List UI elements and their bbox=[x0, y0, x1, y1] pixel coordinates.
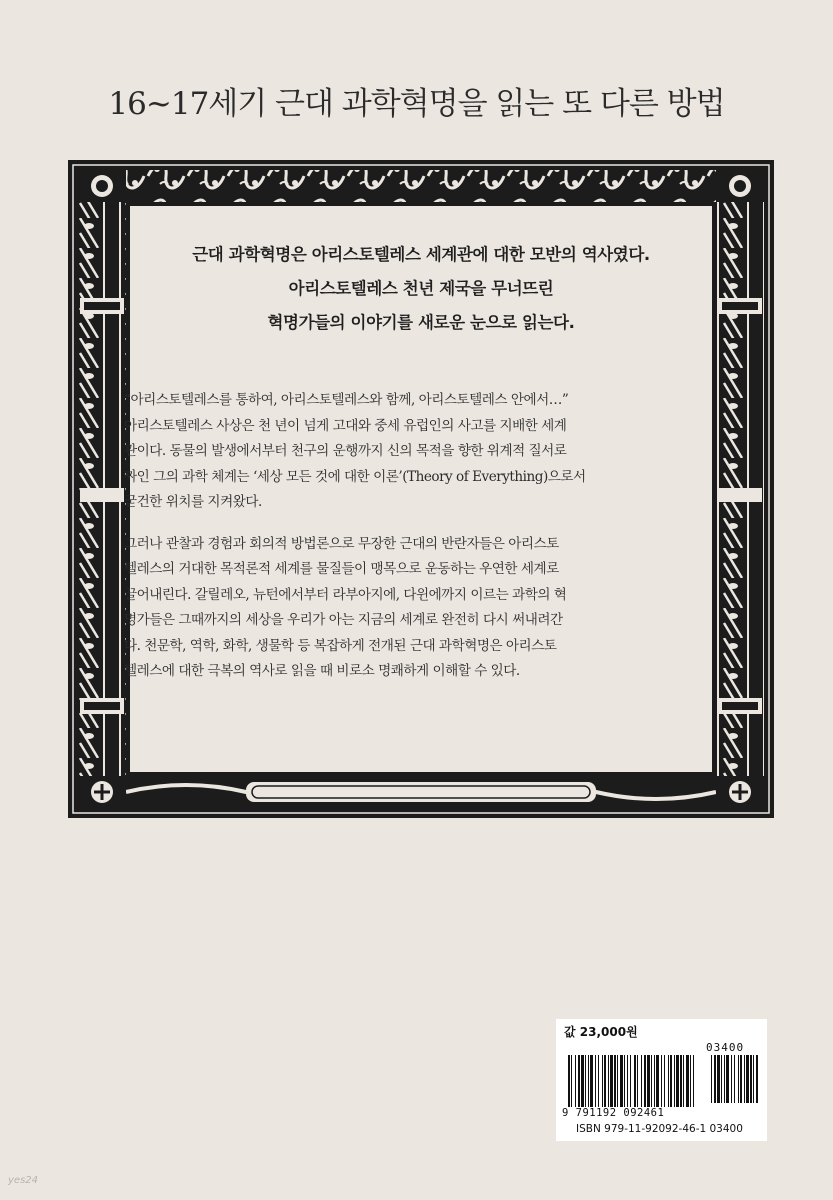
barcode-bar bbox=[711, 1055, 712, 1103]
barcode-bar bbox=[595, 1055, 596, 1107]
paragraph-line: 명가들은 그때까지의 세상을 우리가 아는 지금의 세계로 완전히 다시 써내려간 bbox=[124, 612, 563, 628]
paragraph-line: 그러나 관찰과 경험과 회의적 방법론으로 무장한 근대의 반란자들은 아리스토 bbox=[124, 535, 559, 552]
barcode-bar bbox=[721, 1055, 722, 1103]
barcode-bar bbox=[714, 1055, 716, 1103]
barcode-bar bbox=[641, 1055, 642, 1107]
addon-digits: 03400 bbox=[706, 1041, 745, 1054]
price-label: 값 23,000원 bbox=[564, 1025, 638, 1039]
isbn-text: ISBN 979-11-92092-46-1 03400 bbox=[576, 1123, 743, 1135]
barcode-bar bbox=[656, 1055, 659, 1107]
lead-line: 혁명가들의 이야기를 새로운 눈으로 읽는다. bbox=[267, 313, 575, 332]
barcode-bar bbox=[670, 1055, 672, 1107]
barcode-bar bbox=[647, 1055, 650, 1107]
barcode-bar bbox=[756, 1055, 758, 1103]
barcode-bar bbox=[726, 1055, 729, 1103]
barcode-bar bbox=[680, 1055, 682, 1107]
barcode-bar bbox=[608, 1055, 609, 1107]
barcode-bar bbox=[674, 1055, 675, 1107]
barcode-bar bbox=[637, 1055, 638, 1107]
lead-line: 아리스토텔레스 천년 제국을 무너뜨린 bbox=[288, 279, 554, 298]
barcode-digits: 9 791192 092461 bbox=[562, 1107, 665, 1119]
barcode-box bbox=[556, 1019, 767, 1141]
barcode-bar bbox=[610, 1055, 613, 1107]
watermark: yes24 bbox=[8, 1175, 39, 1186]
paragraph-2 bbox=[124, 532, 718, 685]
barcode-bar bbox=[598, 1055, 599, 1107]
barcode-bar bbox=[578, 1055, 580, 1107]
barcode-bar bbox=[588, 1055, 589, 1107]
barcode-bar bbox=[571, 1055, 572, 1107]
barcode-bar bbox=[620, 1055, 623, 1107]
headline: 16~17세기 근대 과학혁명을 읽는 또 다른 방법 bbox=[108, 86, 725, 122]
barcode-bar bbox=[683, 1055, 684, 1107]
barcode-bar bbox=[690, 1055, 691, 1107]
barcode-bar bbox=[753, 1055, 754, 1103]
barcode-bar bbox=[664, 1055, 665, 1107]
barcode-icon bbox=[568, 1055, 758, 1107]
paragraph-line: 짜인 그의 과학 체계는 ‘세상 모든 것에 대한 이론’(Theory of Everything)으로서 bbox=[124, 468, 586, 485]
barcode-bar bbox=[630, 1055, 631, 1107]
barcode-bar bbox=[614, 1055, 616, 1107]
paragraph-line: 관이다. 동물의 발생에서부터 천구의 운행까지 신의 목적을 향한 위계적 질서로 bbox=[124, 443, 567, 459]
paragraph-line: 아리스토텔레스 사상은 천 년이 넘게 고대와 중세 유럽인의 사고를 지배한 세계 bbox=[124, 417, 567, 434]
paragraph-line: 텔레스에 대한 극복의 역사로 읽을 때 비로소 명쾌하게 이해할 수 있다. bbox=[124, 663, 520, 679]
paragraph-line: 굳건한 위치를 지켜왔다. bbox=[124, 494, 262, 510]
barcode-bar bbox=[738, 1055, 739, 1103]
text-panel bbox=[124, 206, 712, 772]
lead-line: 근대 과학혁명은 아리스토텔레스 세계관에 대한 모반의 역사였다. bbox=[192, 245, 650, 264]
barcode-bar bbox=[750, 1055, 752, 1103]
barcode-bar bbox=[585, 1055, 586, 1107]
barcode-bar bbox=[661, 1055, 662, 1107]
ornamental-frame bbox=[66, 158, 776, 820]
barcode-bar bbox=[717, 1055, 720, 1103]
barcode-bar bbox=[604, 1055, 606, 1107]
barcode-bar bbox=[581, 1055, 584, 1107]
barcode-bar bbox=[617, 1055, 618, 1107]
barcode-bar bbox=[651, 1055, 652, 1107]
barcode-bar bbox=[724, 1055, 725, 1103]
barcode-bar bbox=[740, 1055, 742, 1103]
barcode-bar bbox=[624, 1055, 625, 1107]
barcode-bar bbox=[668, 1055, 669, 1107]
barcode-bar bbox=[634, 1055, 636, 1107]
body-text bbox=[124, 388, 718, 685]
barcode-bar bbox=[731, 1055, 732, 1103]
barcode-bar bbox=[644, 1055, 646, 1107]
barcode-bar bbox=[590, 1055, 593, 1107]
barcode-bar bbox=[734, 1055, 735, 1103]
paragraph-line: 텔레스의 거대한 목적론적 세계를 물질들이 맹목으로 운동하는 우연한 세계로 bbox=[124, 561, 559, 577]
barcode-bar bbox=[676, 1055, 679, 1107]
paragraph-line: 끌어내린다. 갈릴레오, 뉴턴에서부터 라부아지에, 다윈에까지 이르는 과학의 혁 bbox=[124, 586, 567, 603]
paragraph-line: “아리스토텔레스를 통하여, 아리스토텔레스와 함께, 아리스토텔레스 안에서…” bbox=[124, 392, 569, 408]
barcode-bar bbox=[654, 1055, 655, 1107]
barcode-bar bbox=[627, 1055, 628, 1107]
paragraph-1 bbox=[124, 388, 718, 516]
paragraph-line: 다. 천문학, 역학, 화학, 생물학 등 복잡하게 전개된 근대 과학혁명은 아리스토 bbox=[124, 637, 557, 654]
lead-text bbox=[130, 238, 712, 340]
barcode-bar bbox=[746, 1055, 749, 1103]
barcode-bar bbox=[602, 1055, 603, 1107]
barcode-bar bbox=[568, 1055, 570, 1107]
barcode-bar bbox=[575, 1055, 576, 1107]
barcode-bar bbox=[744, 1055, 745, 1103]
barcode-bar bbox=[686, 1055, 689, 1107]
barcode-bar bbox=[693, 1055, 694, 1107]
